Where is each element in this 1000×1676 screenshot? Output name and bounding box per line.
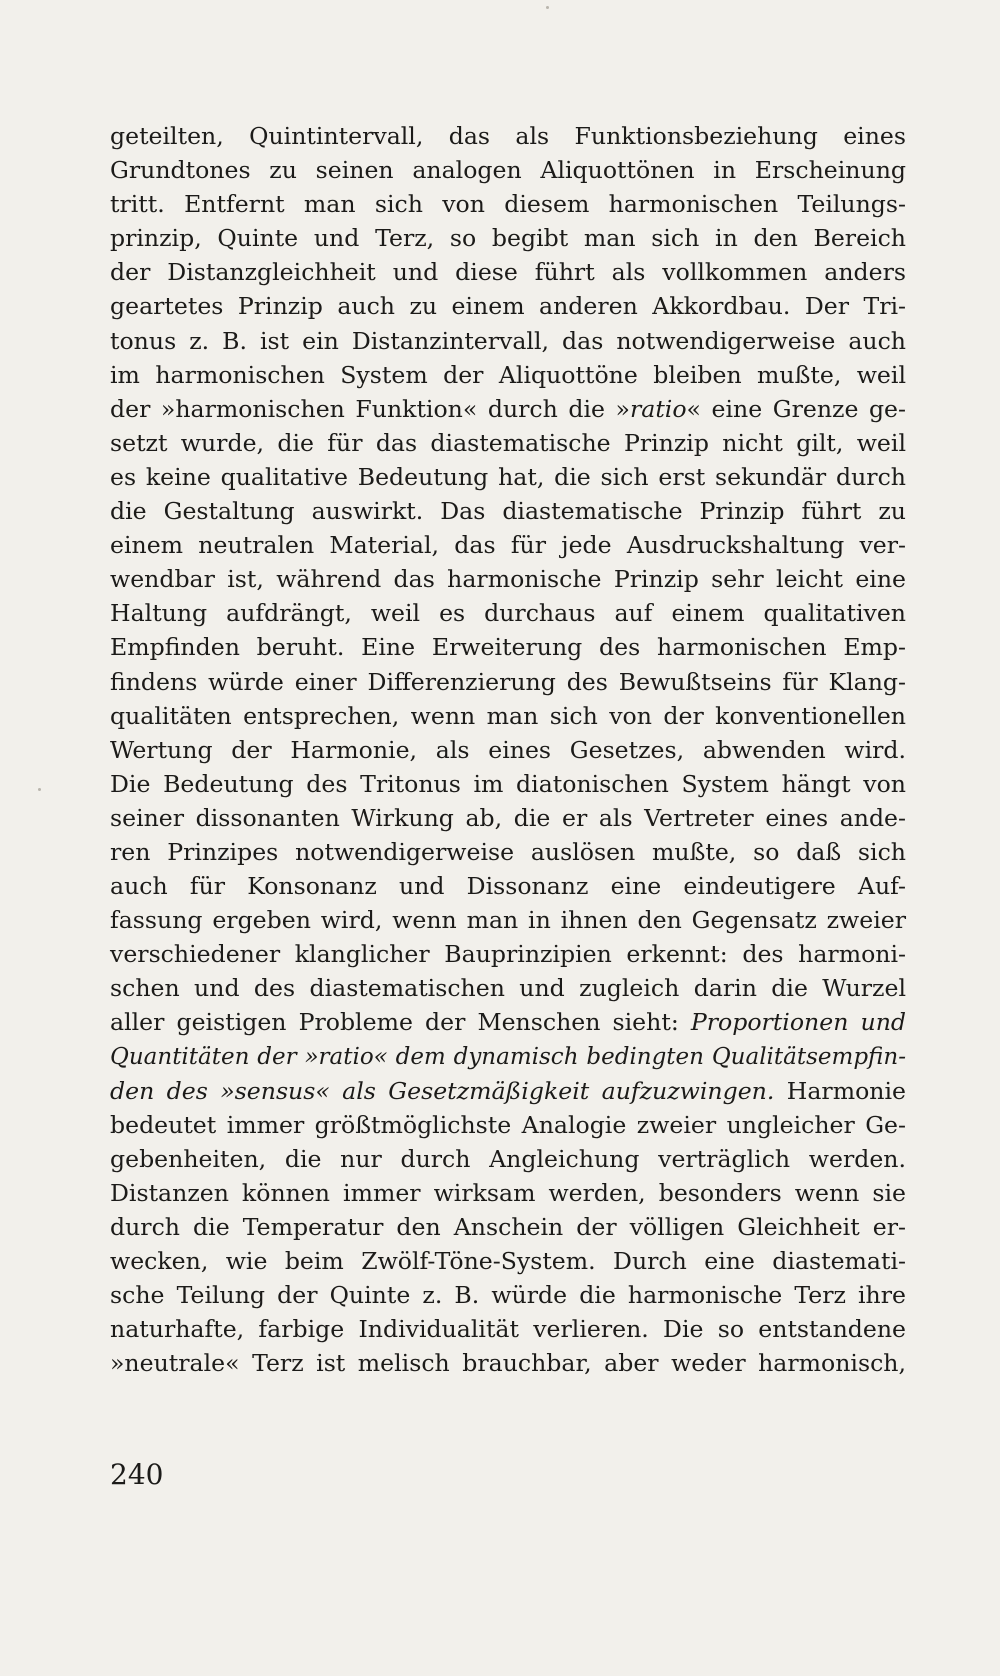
text-segment: auch für Konsonanz und Dissonanz eine eindeutigere Auf- — [110, 872, 906, 901]
text-segment: Distanzen können immer wirksam werden, besonders wenn sie — [110, 1178, 906, 1207]
text-line — [110, 596, 906, 630]
text-line — [110, 665, 906, 699]
text-line — [110, 494, 906, 528]
text-segment: der Distanzgleichheit und diese führt als vollkommen anders — [110, 258, 906, 287]
text-line — [110, 153, 906, 187]
text-segment: bedeutet immer größtmöglichste Analogie zweier ungleicher Ge- — [110, 1110, 906, 1139]
text-line — [110, 1210, 906, 1244]
text-segment: naturhafte, farbige Individualität verlieren. Die so entstandene — [110, 1315, 906, 1344]
text-segment: seiner dissonanten Wirkung ab, die er als Vertreter eines ande- — [110, 803, 906, 832]
text-line — [110, 937, 906, 971]
text-segment: schen und des diastematischen und zugleich darin die Wurzel — [110, 974, 906, 1003]
text-segment: fassung ergeben wird, wenn man in ihnen den Gegensatz zweier — [110, 906, 906, 935]
text-segment: prinzip, Quinte und Terz, so begibt man sich in den Bereich — [110, 224, 906, 253]
text-line — [110, 1244, 906, 1278]
text-segment: der »harmonischen Funktion« durch die » — [110, 394, 630, 423]
text-line — [110, 562, 906, 596]
text-segment: wecken, wie beim Zwölf-Töne-System. Durch eine diastemati- — [110, 1247, 906, 1276]
text-line — [110, 767, 906, 801]
text-segment: Haltung aufdrängt, weil es durchaus auf einem qualitativen — [110, 599, 906, 628]
text-line — [110, 835, 906, 869]
text-line — [110, 426, 906, 460]
text-line — [110, 903, 906, 937]
text-segment: aller geistigen Probleme der Menschen sieht: — [110, 1008, 691, 1037]
text-line — [110, 221, 906, 255]
text-segment: gebenheiten, die nur durch Angleichung verträglich werden. — [110, 1144, 906, 1173]
text-line — [110, 801, 906, 835]
text-line — [110, 324, 906, 358]
text-segment: « eine Grenze ge- — [686, 394, 906, 423]
text-line — [110, 119, 906, 153]
text-segment: setzt wurde, die für das diastematische Prinzip nicht gilt, weil — [110, 428, 906, 457]
text-line — [110, 1346, 906, 1380]
text-line — [110, 630, 906, 664]
text-line — [110, 971, 906, 1005]
text-segment: Grundtones zu seinen analogen Aliquottönen in Erscheinung — [110, 156, 906, 185]
text-segment: qualitäten entsprechen, wenn man sich von der konventionellen — [110, 701, 906, 730]
text-segment: Empfinden beruht. Eine Erweiterung des harmonischen Emp- — [110, 633, 906, 662]
text-line — [110, 1074, 906, 1108]
text-line — [110, 733, 906, 767]
page-number: 240 — [110, 1458, 164, 1491]
text-segment: Die Bedeutung des Tritonus im diatonischen System hängt von — [110, 769, 906, 798]
italic-text-segment: Proportionen und — [690, 1008, 906, 1037]
text-line — [110, 1312, 906, 1346]
text-line — [110, 187, 906, 221]
italic-text-segment: den des »sensus« als Gesetzmäßigkeit aufzuzwingen. — [110, 1076, 775, 1105]
text-segment: tritt. Entfernt man sich von diesem harmonischen Teilungs- — [110, 190, 906, 219]
text-line — [110, 699, 906, 733]
text-line — [110, 392, 906, 426]
text-segment: Harmonie — [774, 1076, 906, 1105]
text-segment: tonus z. B. ist ein Distanzintervall, das notwendigerweise auch — [110, 326, 906, 355]
text-segment: »neutrale« Terz ist melisch brauchbar, aber weder harmonisch, — [110, 1349, 906, 1378]
text-segment: durch die Temperatur den Anschein der völligen Gleichheit er- — [110, 1213, 906, 1241]
text-segment: findens würde einer Differenzierung des Bewußtseins für Klang- — [110, 667, 906, 696]
text-segment: im harmonischen System der Aliquottöne bleiben mußte, weil — [110, 360, 906, 389]
text-line — [110, 1040, 906, 1074]
text-segment: es keine qualitative Bedeutung hat, die sich erst sekundär durch — [110, 462, 906, 491]
text-line — [110, 460, 906, 494]
text-segment: ren Prinzipes notwendigerweise auslösen mußte, so daß sich — [110, 837, 906, 866]
text-line — [110, 1278, 906, 1312]
text-segment: die Gestaltung auswirkt. Das diastematische Prinzip führt zu — [110, 497, 906, 526]
text-line — [110, 1142, 906, 1176]
text-line — [110, 1108, 906, 1142]
italic-text-segment: Quantitäten der »ratio« dem dynamisch bedingten Qualitätsempfin- — [110, 1043, 906, 1070]
text-segment: wendbar ist, während das harmonische Prinzip sehr leicht eine — [110, 565, 906, 594]
text-line — [110, 869, 906, 903]
text-segment: einem neutralen Material, das für jede Ausdruckshaltung ver- — [110, 531, 906, 560]
text-segment: sche Teilung der Quinte z. B. würde die harmonische Terz ihre — [110, 1281, 906, 1310]
text-line — [110, 1005, 906, 1039]
text-segment: verschiedener klanglicher Bauprinzipien erkennt: des harmoni- — [110, 940, 906, 969]
text-line — [110, 358, 906, 392]
text-segment: geteilten, Quintintervall, das als Funktionsbeziehung eines — [110, 122, 906, 150]
text-line — [110, 255, 906, 289]
paper-speck — [546, 6, 549, 9]
text-line — [110, 1176, 906, 1210]
text-segment: geartetes Prinzip auch zu einem anderen Akkordbau. Der Tri- — [110, 292, 906, 321]
text-line — [110, 289, 906, 323]
body-text — [110, 119, 906, 1380]
text-line — [110, 528, 906, 562]
italic-text-segment: ratio — [629, 394, 687, 423]
text-segment: Wertung der Harmonie, als eines Gesetzes, abwenden wird. — [110, 735, 906, 764]
paper-speck — [38, 788, 41, 791]
